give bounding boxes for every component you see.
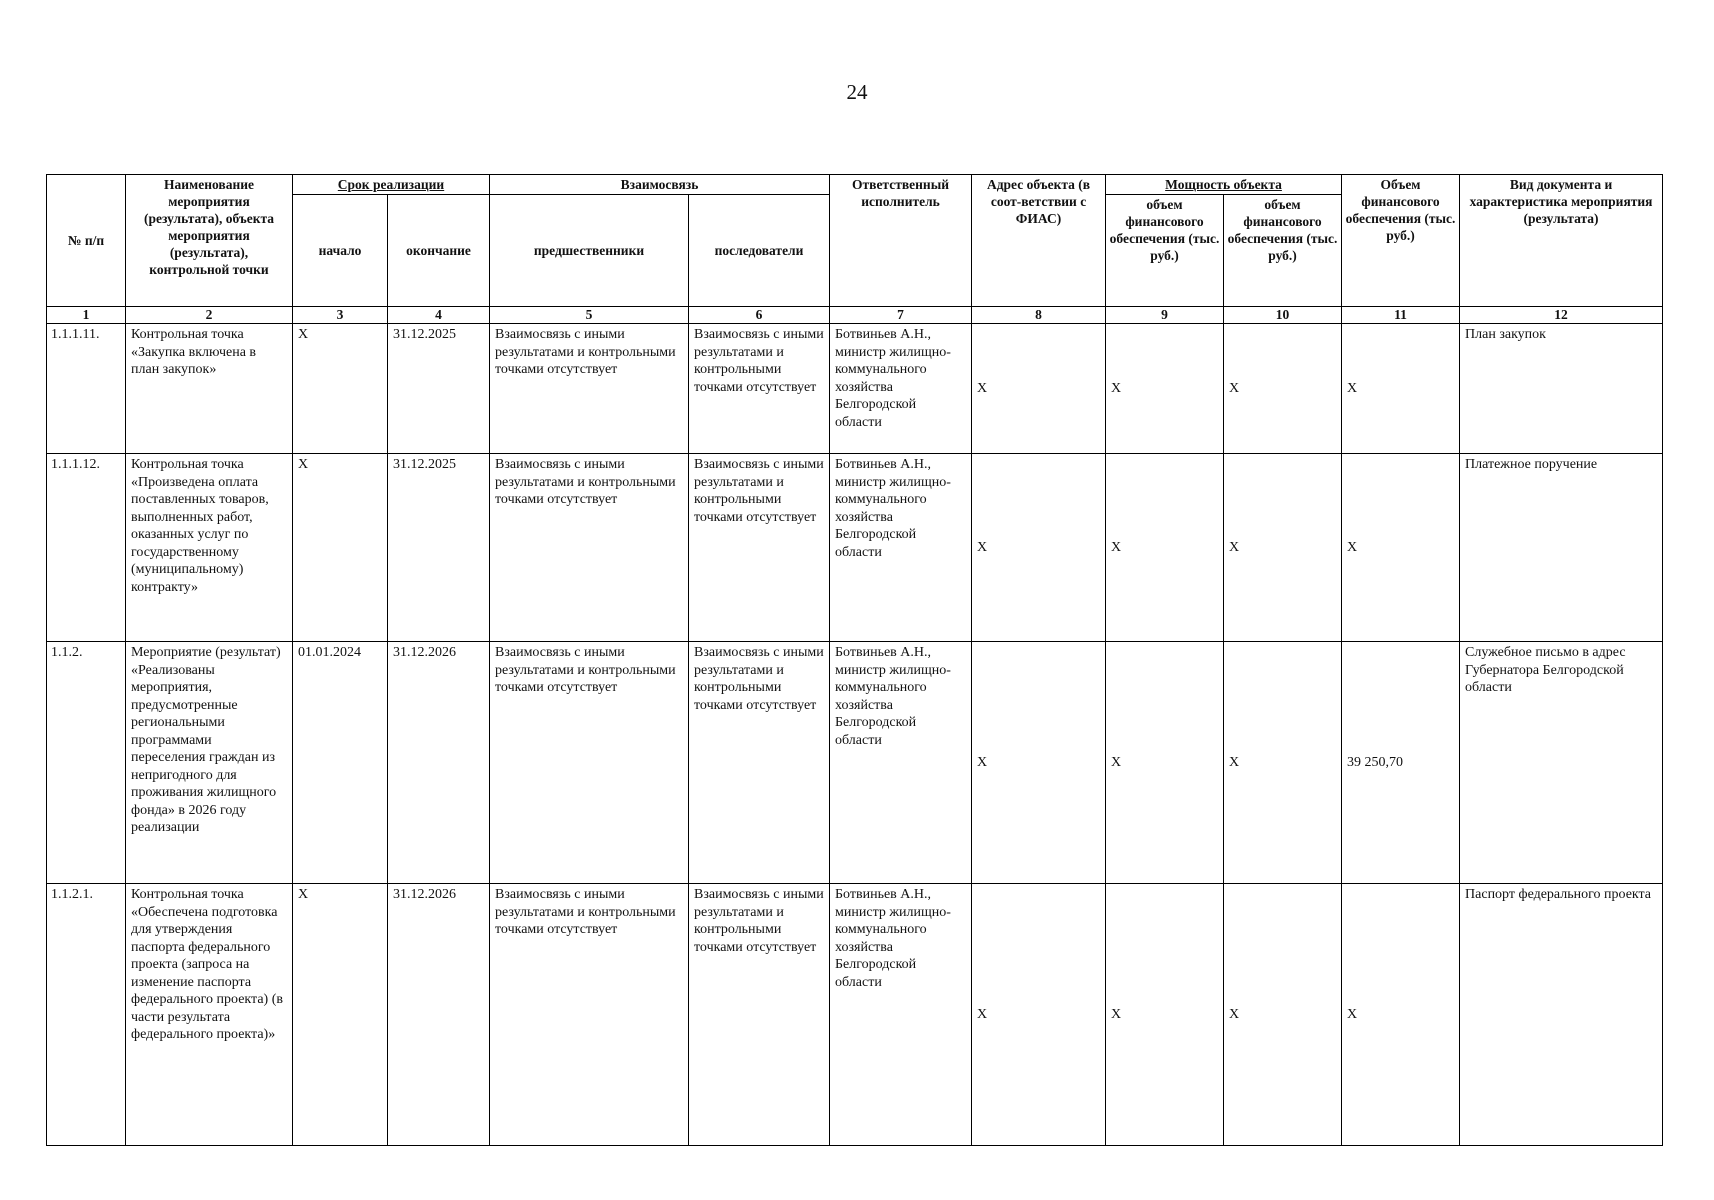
header-term bbox=[293, 175, 490, 195]
column-number: 6 bbox=[689, 307, 830, 324]
column-number: 11 bbox=[1342, 307, 1460, 324]
row-name: Мероприятие (результат) «Реализованы мероприятия, предусмотренные региональными программами переселения граждан из непригодного для проживания жилищного фонда» в 2026 году реализации bbox=[126, 642, 293, 884]
row-funding: X bbox=[1342, 454, 1460, 642]
header-name: Наименование мероприятия (результата), объекта мероприятия (результата), контрольной точки bbox=[126, 175, 293, 307]
row-doc: Паспорт федерального проекта bbox=[1460, 884, 1663, 1146]
row-funding: X bbox=[1342, 324, 1460, 454]
column-number: 4 bbox=[388, 307, 490, 324]
row-capacity-b: X bbox=[1224, 324, 1342, 454]
row-name: Контрольная точка «Произведена оплата поставленных товаров, выполненных работ, оказанных услуг по государственному (муниципальному) контракту» bbox=[126, 454, 293, 642]
header-capacity-b: объем финансового обеспечения (тыс. руб.) bbox=[1224, 195, 1342, 307]
row-doc: Платежное поручение bbox=[1460, 454, 1663, 642]
row-start: X bbox=[293, 884, 388, 1146]
row-end: 31.12.2026 bbox=[388, 884, 490, 1146]
row-name: Контрольная точка «Закупка включена в план закупок» bbox=[126, 324, 293, 454]
row-address: X bbox=[972, 324, 1106, 454]
column-number: 3 bbox=[293, 307, 388, 324]
page-number: 24 bbox=[846, 80, 868, 104]
column-number: 9 bbox=[1106, 307, 1224, 324]
row-predecessors: Взаимосвязь с иными результатами и контрольными точками отсутствует bbox=[490, 454, 689, 642]
row-funding: 39 250,70 bbox=[1342, 642, 1460, 884]
header-capacity-a: объем финансового обеспечения (тыс. руб.) bbox=[1106, 195, 1224, 307]
row-responsible: Ботвиньев А.Н., министр жилищно-коммунального хозяйства Белгородской области bbox=[830, 642, 972, 884]
header-no: № п/п bbox=[47, 175, 126, 307]
row-successors: Взаимосвязь с иными результатами и контрольными точками отсутствует bbox=[689, 642, 830, 884]
row-capacity-b: X bbox=[1224, 884, 1342, 1146]
row-successors: Взаимосвязь с иными результатами и контрольными точками отсутствует bbox=[689, 324, 830, 454]
row-number: 1.1.1.12. bbox=[47, 454, 126, 642]
column-number: 1 bbox=[47, 307, 126, 324]
header-term-end: окончание bbox=[388, 195, 490, 307]
row-predecessors: Взаимосвязь с иными результатами и контрольными точками отсутствует bbox=[490, 324, 689, 454]
table-row bbox=[47, 884, 1663, 1146]
row-start: X bbox=[293, 454, 388, 642]
row-address: X bbox=[972, 884, 1106, 1146]
column-number: 8 bbox=[972, 307, 1106, 324]
row-responsible: Ботвиньев А.Н., министр жилищно-коммунального хозяйства Белгородской области bbox=[830, 324, 972, 454]
row-end: 31.12.2026 bbox=[388, 642, 490, 884]
row-capacity-a: X bbox=[1106, 642, 1224, 884]
row-name: Контрольная точка «Обеспечена подготовка для утверждения паспорта федерального проекта (запроса на изменение паспорта федерального проекта) (в части результата федерального проекта)» bbox=[126, 884, 293, 1146]
header-predecessors: предшественники bbox=[490, 195, 689, 307]
row-address: X bbox=[972, 454, 1106, 642]
row-successors: Взаимосвязь с иными результатами и контрольными точками отсутствует bbox=[689, 884, 830, 1146]
plan-table bbox=[46, 174, 1663, 1146]
column-number: 5 bbox=[490, 307, 689, 324]
row-capacity-a: X bbox=[1106, 454, 1224, 642]
header-successors: последователи bbox=[689, 195, 830, 307]
row-capacity-a: X bbox=[1106, 324, 1224, 454]
row-capacity-b: X bbox=[1224, 454, 1342, 642]
header-doc: Вид документа и характеристика мероприятия (результата) bbox=[1460, 175, 1663, 307]
row-number: 1.1.2. bbox=[47, 642, 126, 884]
row-funding: X bbox=[1342, 884, 1460, 1146]
row-start: 01.01.2024 bbox=[293, 642, 388, 884]
row-end: 31.12.2025 bbox=[388, 454, 490, 642]
row-successors: Взаимосвязь с иными результатами и контрольными точками отсутствует bbox=[689, 454, 830, 642]
row-capacity-b: X bbox=[1224, 642, 1342, 884]
row-address: X bbox=[972, 642, 1106, 884]
row-doc: План закупок bbox=[1460, 324, 1663, 454]
row-number: 1.1.2.1. bbox=[47, 884, 126, 1146]
header-term-label: Срок реализации bbox=[337, 177, 445, 192]
row-predecessors: Взаимосвязь с иными результатами и контрольными точками отсутствует bbox=[490, 884, 689, 1146]
column-number-row bbox=[47, 307, 1663, 324]
column-number: 2 bbox=[126, 307, 293, 324]
row-start: X bbox=[293, 324, 388, 454]
table-row bbox=[47, 454, 1663, 642]
row-end: 31.12.2025 bbox=[388, 324, 490, 454]
row-capacity-a: X bbox=[1106, 884, 1224, 1146]
header-capacity bbox=[1106, 175, 1342, 195]
table-row bbox=[47, 324, 1663, 454]
row-doc: Служебное письмо в адрес Губернатора Белгородской области bbox=[1460, 642, 1663, 884]
header-funding: Объем финансового обеспечения (тыс. руб.) bbox=[1342, 175, 1460, 307]
header-relation: Взаимосвязь bbox=[490, 175, 830, 195]
row-responsible: Ботвиньев А.Н., министр жилищно-коммунального хозяйства Белгородской области bbox=[830, 884, 972, 1146]
column-number: 12 bbox=[1460, 307, 1663, 324]
header-capacity-label: Мощность объекта bbox=[1165, 177, 1282, 192]
table-row bbox=[47, 642, 1663, 884]
column-number: 7 bbox=[830, 307, 972, 324]
header-responsible: Ответственный исполнитель bbox=[830, 175, 972, 307]
column-number: 10 bbox=[1224, 307, 1342, 324]
header-address: Адрес объекта (в соот-ветствии с ФИАС) bbox=[972, 175, 1106, 307]
header-term-start: начало bbox=[293, 195, 388, 307]
row-predecessors: Взаимосвязь с иными результатами и контрольными точками отсутствует bbox=[490, 642, 689, 884]
row-number: 1.1.1.11. bbox=[47, 324, 126, 454]
row-responsible: Ботвиньев А.Н., министр жилищно-коммунального хозяйства Белгородской области bbox=[830, 454, 972, 642]
